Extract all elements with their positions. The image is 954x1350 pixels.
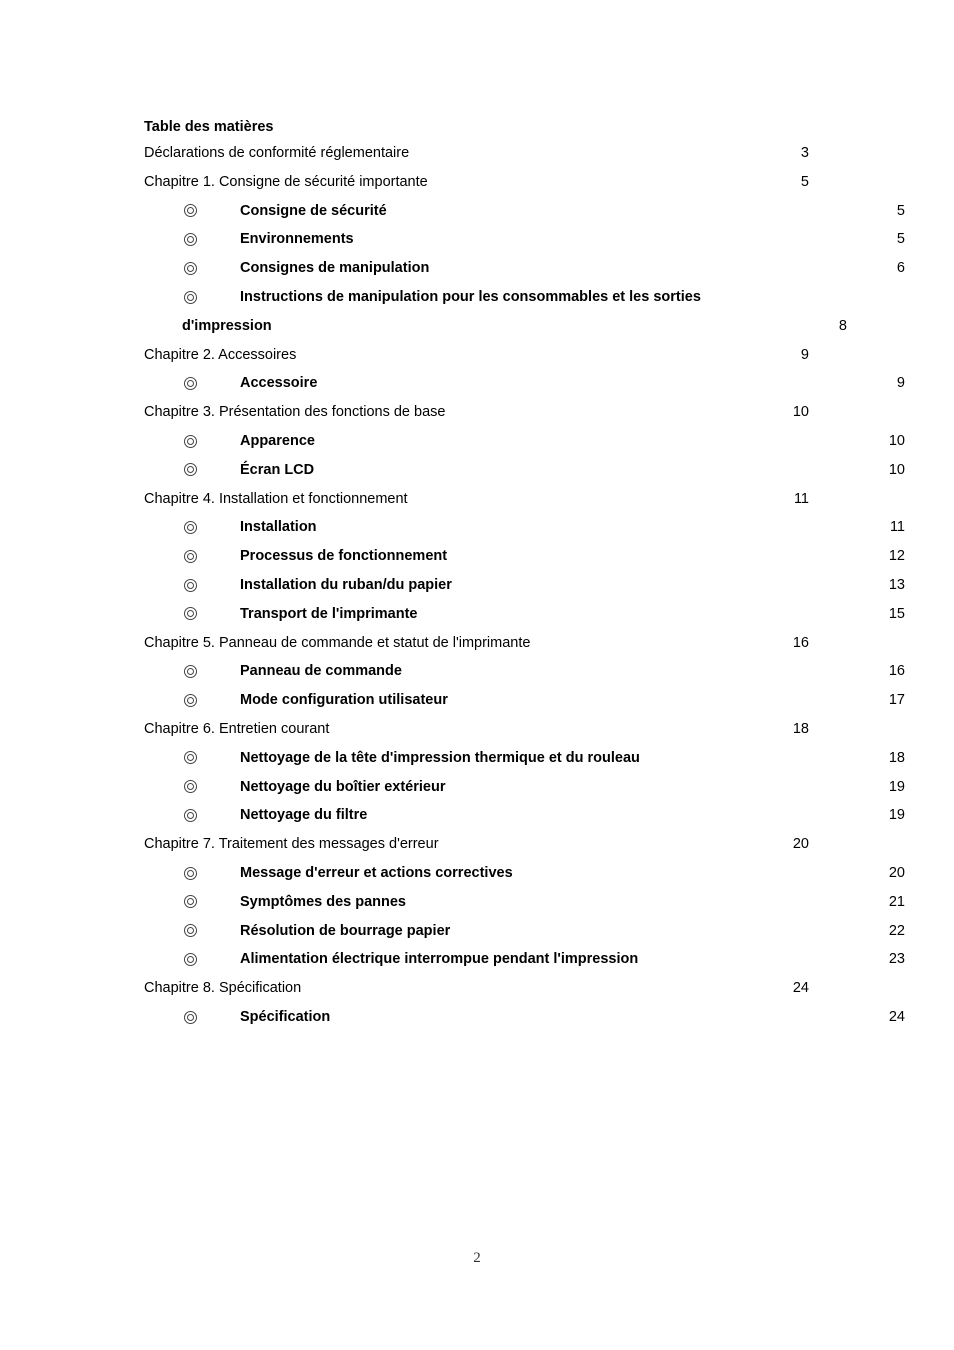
toc-entry-page: 13 [888,577,905,593]
double-circle-icon [182,1007,199,1027]
toc-entry-title: Installation du ruban/du papier [240,577,452,593]
dot-leader [452,924,887,938]
toc-entry-title: Spécification [240,1009,331,1025]
toc-entry-title: Message d'erreur et actions correctives [240,865,513,881]
toc-entry-title: Installation [240,519,317,536]
dot-leader [411,146,799,160]
toc-entry-page: 8 [838,317,847,334]
dot-leader [642,751,887,765]
toc-entry-page: 18 [792,721,809,737]
toc-entry-page: 19 [888,778,905,795]
dot-leader [389,204,895,218]
toc-entry-title: Mode configuration utilisateur [240,692,448,709]
dot-leader [408,895,887,909]
toc-section-entry[interactable] [144,690,905,710]
toc-entry-page: 18 [888,749,905,766]
toc-entry-page: 22 [888,922,905,939]
dot-leader [303,981,791,995]
toc-section-entry[interactable] [144,805,905,825]
toc-section-entry[interactable] [144,517,905,537]
toc-entry-title: Nettoyage du boîtier extérieur [240,778,446,795]
toc-entry-page: 10 [792,404,809,421]
toc-section-entry[interactable] [144,546,905,566]
dot-leader [450,693,887,707]
dot-leader [515,866,887,880]
toc-section-entry[interactable] [144,604,905,624]
toc-section-entry[interactable] [144,748,905,768]
dot-leader [431,261,895,275]
toc-entry-page: 24 [792,980,809,997]
toc-chapter-entry[interactable] [144,345,809,365]
toc-chapter-entry[interactable] [144,834,809,854]
toc-entry-title: Nettoyage de la tête d'impression thermique et du rouleau [240,749,640,766]
double-circle-icon [182,863,199,883]
toc-entry-title: Déclarations de conformité réglementaire [144,145,410,161]
double-circle-icon [182,777,199,797]
toc-entry-page: 11 [889,519,905,536]
toc-entry-title: Apparence [240,433,315,449]
toc-entry-title: Chapitre 2. Accessoires [144,346,297,363]
toc-section-entry[interactable] [144,863,905,883]
dot-leader [319,520,888,534]
toc-section-entry[interactable] [144,921,905,941]
toc-section-entry[interactable] [144,431,905,451]
toc-section-entry[interactable] [144,949,905,969]
dot-leader [441,837,791,851]
toc-entry-title: Environnements [240,231,354,248]
toc-section-entry-continuation[interactable] [144,316,847,336]
toc-entry-page: 17 [888,692,905,709]
toc-entry-title: Chapitre 6. Entretien courant [144,721,330,737]
toc-section-entry[interactable] [144,287,905,307]
double-circle-icon [182,201,199,221]
toc-entry-title: Panneau de commande [240,663,402,680]
toc-entry-page: 5 [896,231,905,248]
toc-entry-title: Résolution de bourrage papier [240,922,451,939]
dot-leader [419,607,886,621]
double-circle-icon [182,949,199,969]
toc-entry-page: 15 [888,605,905,622]
dot-leader [317,434,887,448]
double-circle-icon [182,460,199,480]
toc-entry-page: 16 [792,634,809,651]
double-circle-icon [182,690,199,710]
dot-leader [447,780,886,794]
dot-leader [319,376,895,390]
toc-section-entry[interactable] [144,1007,905,1027]
toc-entry-title: Chapitre 8. Spécification [144,980,302,997]
toc-entry-page: 6 [896,260,905,277]
toc-chapter-entry[interactable] [144,143,809,163]
toc-entry-page: 21 [888,893,905,910]
double-circle-icon [182,892,199,912]
dot-leader [447,405,790,419]
dot-leader [369,808,887,822]
toc-section-entry[interactable] [144,892,905,912]
double-circle-icon [182,805,199,825]
toc-entry-title: Chapitre 4. Installation et fonctionnement [144,490,408,507]
toc-entry-title: d'impression [182,317,272,334]
toc-entry-page: 11 [793,490,809,507]
dot-leader [449,549,887,563]
toc-entry-title: Transport de l'imprimante [240,605,418,622]
double-circle-icon [182,431,199,451]
dot-leader [298,348,799,362]
page-number: 2 [473,1250,481,1266]
double-circle-icon [182,517,199,537]
toc-entry-title: Chapitre 5. Panneau de commande et statut de l'imprimante [144,634,531,651]
dot-leader [404,664,887,678]
toc-title: Table des matières [144,119,274,135]
dot-leader [356,232,895,246]
dot-leader [640,952,887,966]
double-circle-icon [182,258,199,278]
toc-entry-title: Accessoire [240,375,318,392]
toc-chapter-entry[interactable] [144,402,809,422]
toc-entry-page: 3 [800,145,809,161]
dot-leader [274,319,837,333]
toc-entry-page: 19 [888,807,905,824]
toc-section-entry[interactable] [144,777,905,797]
dot-leader [410,492,792,506]
toc-entry-page: 9 [800,346,809,363]
toc-section-entry[interactable] [144,258,905,278]
toc-section-entry[interactable] [144,229,905,249]
toc-entry-page: 20 [792,836,809,853]
toc-entry-title: Symptômes des pannes [240,893,406,910]
double-circle-icon [182,373,199,393]
dot-leader [316,463,887,477]
toc-entry-page: 9 [896,375,905,392]
toc-entry-page: 23 [888,951,905,968]
toc-entry-page: 10 [888,461,905,478]
toc-entry-title: Chapitre 3. Présentation des fonctions de base [144,404,446,421]
toc-entry-page: 16 [888,663,905,680]
toc-entry-title: Chapitre 7. Traitement des messages d'erreur [144,836,439,853]
dot-leader [454,578,887,592]
double-circle-icon [182,604,199,624]
toc-section-entry[interactable] [144,201,905,221]
double-circle-icon [182,748,199,768]
toc-entry-title: Processus de fonctionnement [240,548,448,565]
toc-chapter-entry[interactable] [144,719,809,739]
toc-entry-title: Alimentation électrique interrompue pendant l'impression [240,951,639,968]
toc-entry-page: 24 [888,1009,905,1025]
toc-entry-page: 10 [888,433,905,449]
toc-section-entry[interactable] [144,460,905,480]
toc-entry-title: Consigne de sécurité [240,202,387,219]
toc-chapter-entry[interactable] [144,978,809,998]
toc-entry-title: Chapitre 1. Consigne de sécurité importante [144,173,428,190]
dot-leader [532,636,790,650]
dot-leader [331,722,790,736]
toc-entry-page: 20 [888,865,905,881]
double-circle-icon [182,661,199,681]
double-circle-icon [182,546,199,566]
dot-leader [430,175,799,189]
toc-chapter-entry[interactable] [144,172,809,192]
toc-entry-page: 12 [888,548,905,565]
dot-leader [332,1010,887,1024]
toc-chapter-entry[interactable] [144,633,809,653]
double-circle-icon [182,575,199,595]
toc-section-entry[interactable] [144,661,905,681]
double-circle-icon [182,229,199,249]
toc-section-entry[interactable] [144,575,905,595]
toc-entry-title: Instructions de manipulation pour les consommables et les sorties [240,289,701,305]
double-circle-icon [182,287,199,307]
toc-entry-title: Consignes de manipulation [240,260,430,277]
double-circle-icon [182,921,199,941]
toc-entry-page: 5 [800,173,809,190]
toc-entry-page: 5 [896,202,905,219]
toc-entry-title: Nettoyage du filtre [240,807,368,824]
toc-entry-title: Écran LCD [240,461,315,478]
toc-section-entry[interactable] [144,373,905,393]
toc-chapter-entry[interactable] [144,489,809,509]
